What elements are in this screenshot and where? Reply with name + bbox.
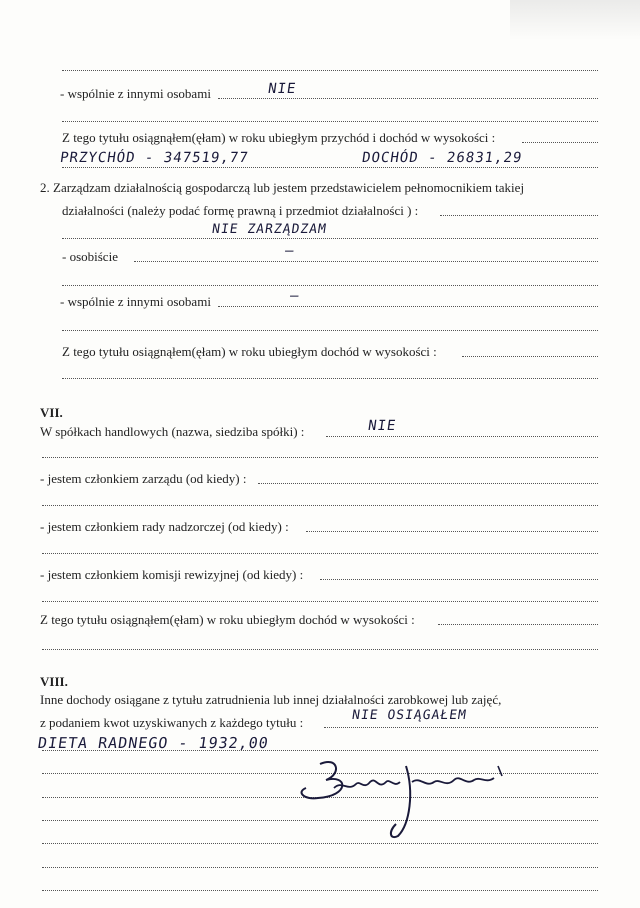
section-8-heading: VIII. [40, 674, 68, 689]
revenue-value: PRZYCHÓD - 347519,77 [58, 150, 250, 166]
dotted-line [42, 750, 598, 751]
dotted-line [42, 649, 598, 650]
dotted-line [218, 98, 598, 99]
dotted-line [324, 727, 598, 728]
companies-value: NIE [366, 418, 398, 434]
joint-label-2: - wspólnie z innymi osobami [60, 294, 211, 309]
dotted-line [62, 238, 598, 239]
dotted-line [42, 867, 598, 868]
dotted-line [62, 167, 598, 168]
dotted-line [462, 356, 598, 357]
joint-value-1: NIE [266, 81, 298, 97]
dotted-line [62, 121, 598, 122]
joint-label-1: - wspólnie z innymi osobami [60, 86, 211, 101]
net-income-value: DOCHÓD - 26831,29 [360, 150, 524, 166]
dotted-line [62, 285, 598, 286]
dotted-line [258, 483, 598, 484]
dotted-line [42, 457, 598, 458]
dotted-line [440, 215, 598, 216]
dotted-line [62, 70, 598, 71]
scan-smudge [510, 0, 640, 40]
dotted-line [42, 890, 598, 891]
dotted-line [42, 553, 598, 554]
dotted-line [42, 505, 598, 506]
audit-label: - jestem członkiem komisji rewizyjnej (od kiedy) : [40, 567, 304, 582]
dotted-line [306, 531, 598, 532]
section-7-heading: VII. [40, 405, 63, 420]
section8-value2: DIETA RADNEGO - 1932,00 [36, 734, 270, 752]
dotted-line [42, 601, 598, 602]
income-label-1: Z tego tytułu osiągnąłem(ęłam) w roku ubiegłym przychód i dochód w wysokości : [62, 130, 496, 145]
board-label: - jestem członkiem zarządu (od kiedy) : [40, 471, 247, 486]
q2-value: NIE ZARZĄDZAM [210, 222, 328, 237]
personal-label: - osobiście [62, 249, 118, 264]
dotted-line [62, 330, 598, 331]
personal-value: – [283, 243, 296, 259]
section8-text2: z podaniem kwot uzyskiwanych z każdego tytułu : [40, 715, 304, 730]
dotted-line [326, 436, 598, 437]
section7-income-label: Z tego tytułu osiągnąłem(ęłam) w roku ubiegłym dochód w wysokości : [40, 612, 415, 627]
dotted-line [320, 579, 598, 580]
section8-text1: Inne dochody osiągane z tytułu zatrudnienia lub innej działalności zarobkowej lub zajęć, [40, 692, 502, 707]
dotted-line [134, 261, 598, 262]
dotted-line [522, 142, 598, 143]
dotted-line [218, 306, 598, 307]
q2-text-line2: działalności (należy podać formę prawną i przedmiot działalności ) : [62, 203, 419, 218]
dotted-line [42, 843, 598, 844]
companies-label: W spółkach handlowych (nazwa, siedziba spółki) : [40, 424, 305, 439]
dotted-line [438, 624, 598, 625]
dotted-line [62, 378, 598, 379]
q2-text-line1: 2. Zarządzam działalnością gospodarczą lub jestem przedstawicielem pełnomocnikiem takiej [40, 180, 525, 195]
joint-value-2: – [288, 288, 301, 304]
section8-value1: NIE OSIĄGAŁEM [350, 708, 468, 723]
signature [290, 752, 520, 842]
q2-income-label: Z tego tytułu osiągnąłem(ęłam) w roku ubiegłym dochód w wysokości : [62, 344, 437, 359]
supervisory-label: - jestem członkiem rady nadzorczej (od kiedy) : [40, 519, 289, 534]
